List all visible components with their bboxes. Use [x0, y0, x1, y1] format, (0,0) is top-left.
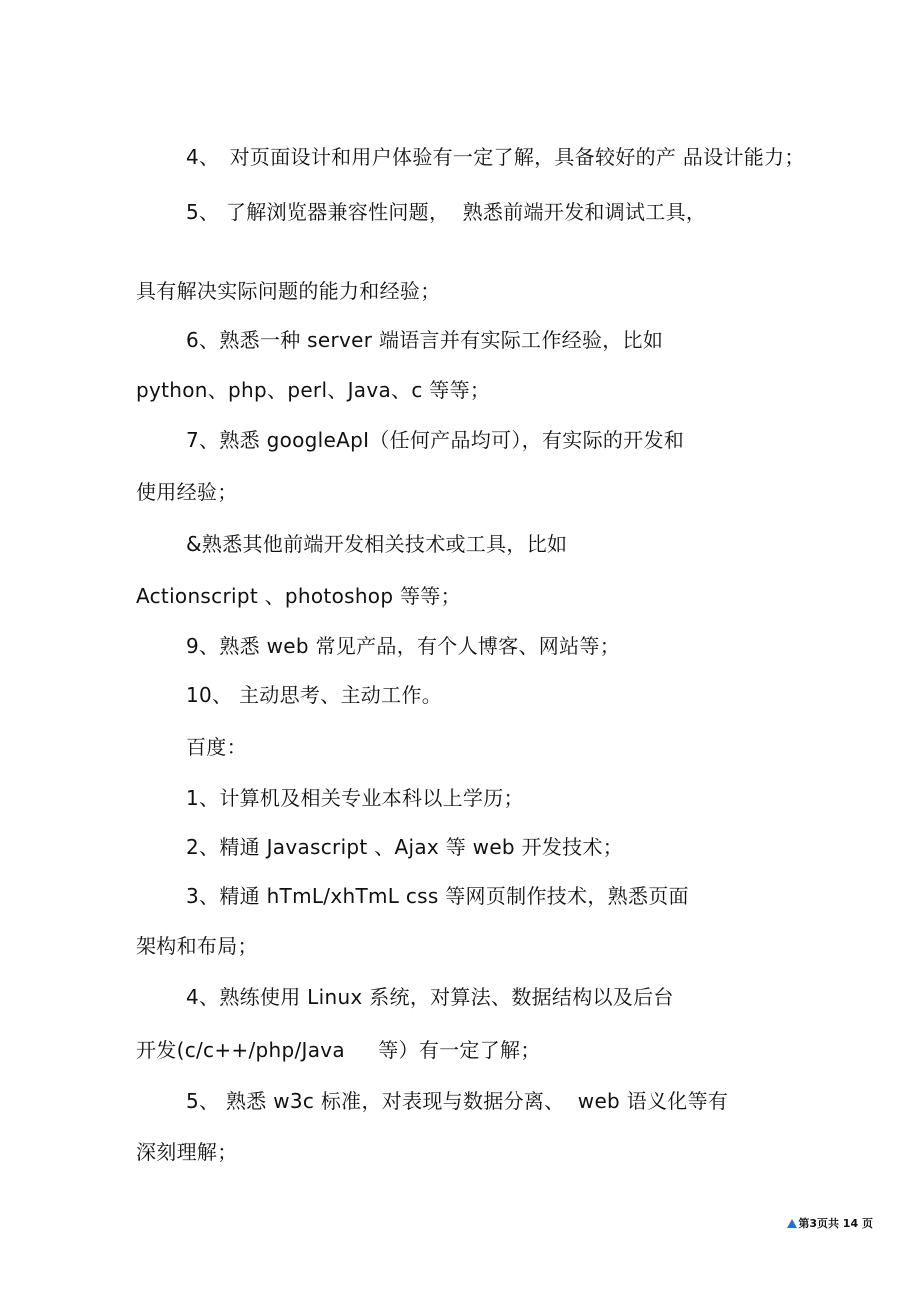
text-line: 7、熟悉 googleApI（任何产品均可），有实际的开发和 — [186, 428, 685, 452]
text-line: 1、计算机及相关专业本科以上学历； — [186, 786, 524, 810]
section-heading: 百度： — [186, 735, 247, 759]
text-line: 3、精通 hTmL/xhTmL css 等网页制作技术，熟悉页面 — [186, 884, 689, 908]
text-line: 5、 了解浏览器兼容性问题， 熟悉前端开发和调试工具， — [186, 200, 707, 224]
text-line: 开发(c/c++/php/Java 等）有一定了解； — [136, 1038, 541, 1062]
text-line: Actionscript 、photoshop 等等； — [136, 584, 461, 608]
text-line: 使用经验； — [136, 480, 238, 504]
text-line: 2、精通 Javascript 、Ajax 等 web 开发技术； — [186, 835, 624, 859]
triangle-up-icon — [787, 1219, 797, 1228]
page-number-label: 第3页共 14 页 — [798, 1217, 873, 1230]
text-line: 10、 主动思考、主动工作。 — [186, 683, 443, 707]
text-line: 9、熟悉 web 常见产品，有个人博客、网站等； — [186, 634, 620, 658]
text-line: 深刻理解； — [136, 1140, 238, 1164]
text-line: 架构和布局； — [136, 934, 258, 958]
text-line: 5、 熟悉 w3c 标准，对表现与数据分离、 web 语义化等有 — [186, 1089, 729, 1113]
text-line: &熟悉其他前端开发相关技术或工具，比如 — [186, 532, 568, 556]
text-line: 4、 对页面设计和用户体验有一定了解，具备较好的产 品设计能力； — [186, 145, 805, 169]
text-line: 6、熟悉一种 server 端语言并有实际工作经验，比如 — [186, 328, 664, 352]
text-line: 4、熟练使用 Linux 系统，对算法、数据结构以及后台 — [186, 985, 674, 1009]
text-line: 具有解决实际问题的能力和经验； — [136, 279, 441, 303]
text-line: python、php、perl、Java、c 等等； — [136, 378, 491, 402]
page-footer — [772, 1203, 873, 1245]
